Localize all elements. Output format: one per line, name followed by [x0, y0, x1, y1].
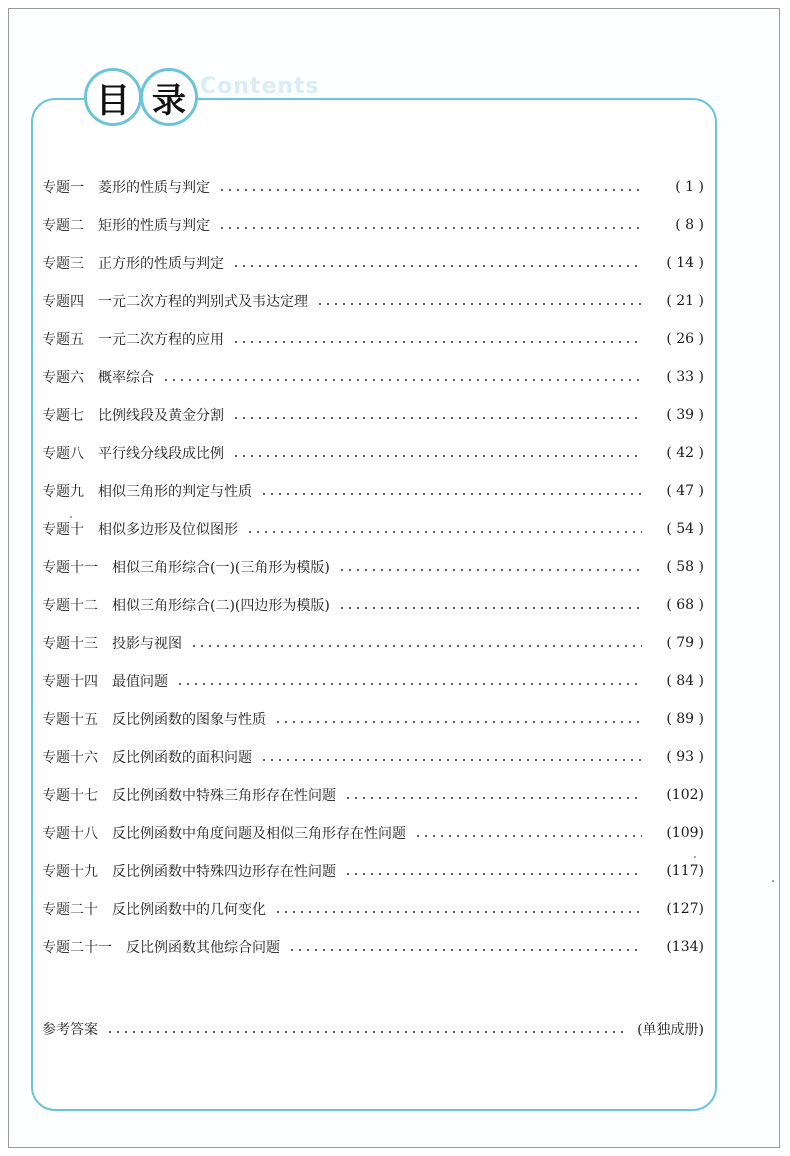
print-speck: [772, 880, 774, 882]
leader-dots: [274, 721, 642, 723]
entry-title: 菱形的性质与判定: [98, 180, 210, 196]
entry-page: (134): [666, 939, 704, 955]
entry-title: 相似三角形综合(二)(四边形为模版): [112, 598, 330, 614]
leader-dots: [274, 911, 642, 913]
toc-entry[interactable]: [42, 518, 704, 540]
leader-dots: [338, 569, 642, 571]
entry-title: 矩形的性质与判定: [98, 218, 210, 234]
toc-entry[interactable]: [42, 404, 704, 426]
leader-dots: [232, 455, 642, 457]
title-char-lu: 录: [140, 68, 198, 126]
leader-dots: [344, 873, 642, 875]
entry-page: ( 1 ): [675, 179, 704, 195]
entry-title: 反比例函数中角度问题及相似三角形存在性问题: [112, 826, 406, 842]
entry-title: 反比例函数中的几何变化: [112, 902, 266, 918]
print-speck: [694, 856, 696, 858]
toc-entry[interactable]: [42, 556, 704, 578]
entry-page: ( 89 ): [666, 711, 704, 727]
entry-label: 专题十五: [42, 712, 98, 728]
entry-page: ( 79 ): [666, 635, 704, 651]
entry-title: 反比例函数的图象与性质: [112, 712, 266, 728]
toc-entry[interactable]: [42, 708, 704, 730]
leader-dots: [218, 189, 642, 191]
entry-title: 相似三角形的判定与性质: [98, 484, 252, 500]
toc-entry[interactable]: [42, 366, 704, 388]
toc-entry[interactable]: [42, 632, 704, 654]
entry-page: (127): [666, 901, 704, 917]
entry-label: 专题六: [42, 370, 84, 386]
toc-entry[interactable]: [42, 328, 704, 350]
entry-label: 专题三: [42, 256, 84, 272]
entry-page: ( 58 ): [666, 559, 704, 575]
toc-entry[interactable]: [42, 822, 704, 844]
entry-page: ( 39 ): [666, 407, 704, 423]
entry-label: 专题九: [42, 484, 84, 500]
toc-entry[interactable]: [42, 176, 704, 198]
entry-title: 正方形的性质与判定: [98, 256, 224, 272]
entry-label: 专题十九: [42, 864, 98, 880]
toc-entry[interactable]: [42, 594, 704, 616]
contents-watermark: Contents: [200, 74, 320, 99]
leader-dots: [260, 493, 642, 495]
entry-title: 概率综合: [98, 370, 154, 386]
entry-label: 专题八: [42, 446, 84, 462]
leader-dots: [344, 797, 642, 799]
leader-dots: [176, 683, 642, 685]
entry-label: 专题五: [42, 332, 84, 348]
entry-title: 平行线分线段成比例: [98, 446, 224, 462]
leader-dots: [218, 227, 642, 229]
entry-page: ( 14 ): [666, 255, 704, 271]
leader-dots: [162, 379, 642, 381]
entry-title: 最值问题: [112, 674, 168, 690]
leader-dots: [316, 303, 642, 305]
entry-label: 专题四: [42, 294, 84, 310]
entry-page: ( 84 ): [666, 673, 704, 689]
toc-entry[interactable]: [42, 746, 704, 768]
toc-entry[interactable]: [42, 480, 704, 502]
answers-entry[interactable]: [42, 1018, 704, 1040]
leader-dots: [232, 417, 642, 419]
toc-entry[interactable]: [42, 898, 704, 920]
entry-label: 专题二十: [42, 902, 98, 918]
entry-title: 反比例函数中特殊四边形存在性问题: [112, 864, 336, 880]
entry-page: ( 42 ): [666, 445, 704, 461]
entry-page: ( 54 ): [666, 521, 704, 537]
entry-label: 专题二: [42, 218, 84, 234]
leader-dots: [414, 835, 642, 837]
print-speck: [70, 516, 72, 518]
entry-label: 专题十三: [42, 636, 98, 652]
toc-entry[interactable]: [42, 860, 704, 882]
toc-entry[interactable]: [42, 290, 704, 312]
entry-label: 专题十四: [42, 674, 98, 690]
entry-label: 专题二十一: [42, 940, 112, 956]
leader-dots: [106, 1031, 629, 1033]
entry-page: (102): [666, 787, 704, 803]
entry-page: ( 8 ): [675, 217, 704, 233]
entry-label: 专题七: [42, 408, 84, 424]
leader-dots: [338, 607, 642, 609]
entry-label: 专题十: [42, 522, 84, 538]
leader-dots: [232, 265, 642, 267]
entry-title: 反比例函数其他综合问题: [126, 940, 280, 956]
leader-dots: [246, 531, 642, 533]
entry-label: 专题十六: [42, 750, 98, 766]
toc-entry[interactable]: [42, 252, 704, 274]
entry-title: 一元二次方程的判别式及韦达定理: [98, 294, 308, 310]
entry-page: ( 93 ): [666, 749, 704, 765]
answers-label: 参考答案: [42, 1022, 98, 1038]
leader-dots: [232, 341, 642, 343]
entry-page: ( 47 ): [666, 483, 704, 499]
leader-dots: [288, 949, 642, 951]
entry-page: (109): [666, 825, 704, 841]
entry-title: 一元二次方程的应用: [98, 332, 224, 348]
entry-title: 相似多边形及位似图形: [98, 522, 238, 538]
entry-title: 相似三角形综合(一)(三角形为模版): [112, 560, 330, 576]
entry-label: 专题一: [42, 180, 84, 196]
toc-entry[interactable]: [42, 670, 704, 692]
title-char-mu: 目: [84, 68, 142, 126]
entry-label: 专题十二: [42, 598, 98, 614]
entry-page: (117): [666, 863, 704, 879]
entry-title: 反比例函数中特殊三角形存在性问题: [112, 788, 336, 804]
entry-page: ( 21 ): [666, 293, 704, 309]
entry-page: ( 33 ): [666, 369, 704, 385]
entry-title: 投影与视图: [112, 636, 182, 652]
answers-page: (单独成册): [637, 1022, 704, 1038]
toc-entry[interactable]: [42, 784, 704, 806]
toc-entry[interactable]: [42, 442, 704, 464]
toc-entry[interactable]: [42, 214, 704, 236]
leader-dots: [190, 645, 642, 647]
entry-title: 比例线段及黄金分割: [98, 408, 224, 424]
entry-page: ( 26 ): [666, 331, 704, 347]
entry-title: 反比例函数的面积问题: [112, 750, 252, 766]
entry-label: 专题十七: [42, 788, 98, 804]
entry-page: ( 68 ): [666, 597, 704, 613]
leader-dots: [260, 759, 642, 761]
entry-label: 专题十八: [42, 826, 98, 842]
toc-entry[interactable]: [42, 936, 704, 958]
entry-label: 专题十一: [42, 560, 98, 576]
